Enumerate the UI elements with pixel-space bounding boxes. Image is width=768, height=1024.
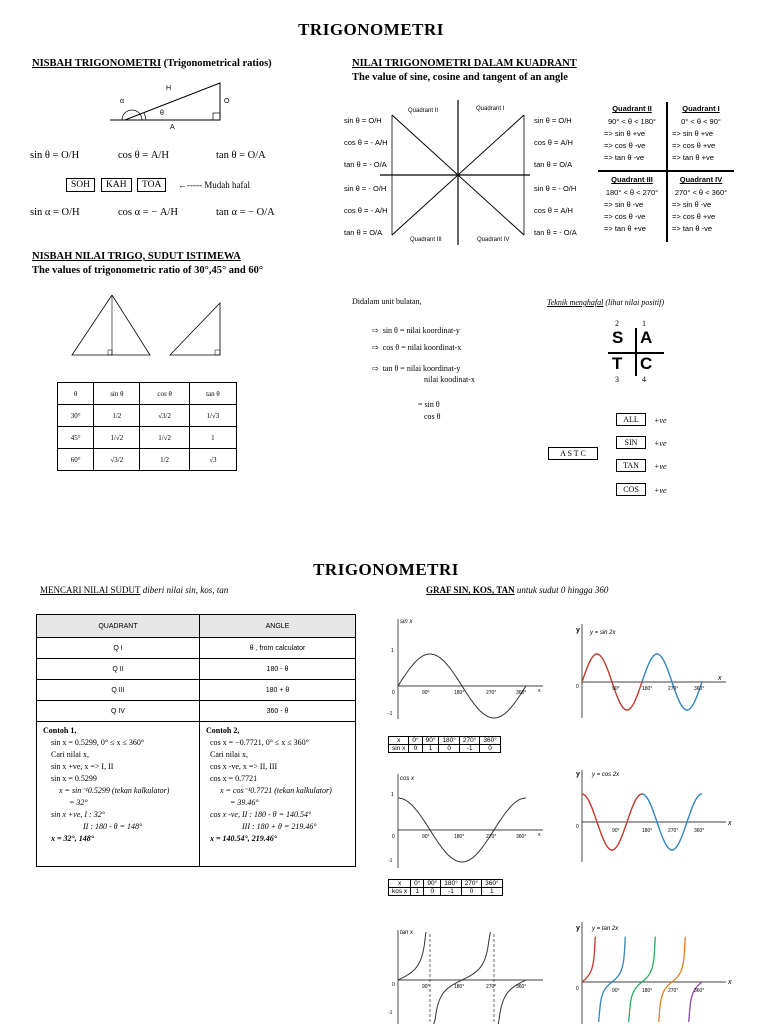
unit-sin-line: ⇨ sin θ = nilai koordinat-y bbox=[372, 326, 460, 335]
formula-sin: sin θ = O/H bbox=[30, 150, 80, 161]
mnemonic-toa: TOA bbox=[137, 178, 166, 192]
tan2x-branch bbox=[599, 937, 626, 1022]
formula-tan: tan θ = O/A bbox=[216, 150, 266, 161]
svg-text:270°: 270° bbox=[486, 690, 497, 696]
quadrant-right-top-formulas: sin θ = O/H cos θ = A/H tan θ = O/A bbox=[534, 116, 573, 169]
tan2x-branch bbox=[582, 937, 595, 982]
quadrant-right-bottom-formulas: sin θ = - O/H cos θ = A/H tan θ = - O/A bbox=[534, 184, 577, 237]
svg-text:360°: 360° bbox=[694, 686, 705, 692]
svg-text:360°: 360° bbox=[516, 834, 527, 840]
quadrant-ii-cell: Quadrant II 90° < θ < 180° => sin θ +ve => cos θ -ve => tan θ -ve bbox=[604, 104, 657, 162]
svg-text:-1: -1 bbox=[388, 858, 393, 864]
astc-all-sign: +ve bbox=[654, 416, 667, 425]
table-row: Q IV 360 - θ bbox=[37, 701, 356, 722]
svg-text:270°: 270° bbox=[486, 834, 497, 840]
unit-tan-denominator: nilai koodinat-x bbox=[424, 375, 475, 384]
tri-label-alpha: α bbox=[120, 98, 125, 105]
quadrant-iv-cell: Quadrant IV 270° < θ < 360° => sin θ -ve => cos θ +ve => tan θ -ve bbox=[672, 175, 728, 233]
svg-text:90°: 90° bbox=[612, 828, 620, 834]
sin2x-label: y = sin 2x bbox=[590, 630, 616, 636]
quadrant-label-iv: Quadrant IV bbox=[477, 237, 510, 243]
table-header: QUADRANT bbox=[37, 615, 200, 638]
svg-text:90°: 90° bbox=[422, 984, 430, 990]
svg-text:270°: 270° bbox=[668, 988, 679, 994]
tan-graph-label: tan x bbox=[400, 930, 414, 936]
quadrant-left-top-formulas: sin θ = O/H cos θ = - A/H tan θ = - O/A bbox=[344, 116, 388, 169]
svg-text:360°: 360° bbox=[694, 828, 705, 834]
table-header: tan θ bbox=[189, 383, 236, 405]
tri-label-a: A bbox=[170, 124, 175, 131]
special-subheading: The values of trigonometric ratio of 30°,45° and 60° bbox=[32, 265, 264, 276]
svg-text:360°: 360° bbox=[516, 690, 527, 696]
quadrant-label-ii: Quadrant II bbox=[408, 108, 439, 114]
svg-text:y: y bbox=[576, 925, 580, 932]
svg-text:x: x bbox=[718, 675, 722, 682]
table-row: Q I θ , from calculator bbox=[37, 638, 356, 659]
svg-text:1: 1 bbox=[391, 792, 394, 798]
unit-ratio-denominator: cos θ bbox=[424, 412, 441, 421]
svg-text:x: x bbox=[728, 820, 732, 827]
tan2x-branch bbox=[629, 937, 656, 1022]
astc-cross: 2 1 S A T C 3 4 bbox=[608, 318, 668, 386]
svg-text:180°: 180° bbox=[642, 686, 653, 692]
astc-cos-box: COS bbox=[616, 483, 646, 496]
svg-text:x: x bbox=[728, 979, 732, 986]
special-triangles-diagram bbox=[70, 295, 230, 365]
tan2x-branch bbox=[659, 937, 686, 1022]
cos-graph bbox=[378, 770, 548, 870]
cos-graph-label: cos x bbox=[400, 776, 415, 782]
formula-cos-alpha: cos α = − A/H bbox=[118, 207, 178, 218]
svg-text:270°: 270° bbox=[668, 828, 679, 834]
special-heading: NISBAH NILAI TRIGO, SUDUT ISTIMEWA bbox=[32, 251, 241, 262]
cos-values-table: x 0° 90° 180° 270° 360° kos x 1 0 -1 0 1 bbox=[388, 879, 503, 896]
quadrant-subheading: The value of sine, cosine and tangent of an angle bbox=[352, 72, 568, 83]
cos2x-label: y = cos 2x bbox=[592, 772, 620, 778]
tri-label-h: H bbox=[166, 85, 172, 92]
sin2x-graph bbox=[568, 620, 738, 720]
right-triangle-diagram bbox=[110, 75, 240, 135]
quadrant-diagram bbox=[380, 100, 530, 245]
quadrant-label-iii: Quadrant III bbox=[410, 237, 442, 243]
svg-text:360°: 360° bbox=[694, 988, 705, 994]
svg-text:90°: 90° bbox=[612, 988, 620, 994]
svg-text:0: 0 bbox=[392, 690, 395, 696]
svg-text:1: 1 bbox=[391, 648, 394, 654]
svg-text:90°: 90° bbox=[422, 690, 430, 696]
table-header: θ bbox=[58, 383, 94, 405]
astc-box: A S T C bbox=[548, 447, 598, 460]
svg-text:-1: -1 bbox=[388, 711, 393, 717]
tan2x-graph bbox=[568, 918, 738, 1024]
astc-sin-sign: +ve bbox=[654, 439, 667, 448]
quadrant-left-bottom-formulas: sin θ = - O/H cos θ = - A/H tan θ = O/A bbox=[344, 184, 388, 237]
svg-text:180°: 180° bbox=[642, 988, 653, 994]
quadrant-i-cell: Quadrant I 0° < θ < 90° => sin θ +ve => cos θ +ve => tan θ +ve bbox=[672, 104, 721, 162]
table-header: cos θ bbox=[140, 383, 189, 405]
tri-label-theta: θ bbox=[160, 110, 164, 117]
tri-label-o: O bbox=[224, 98, 230, 105]
table-row: 30° 1/2 √3/2 1/√3 bbox=[58, 405, 237, 427]
sin-graph bbox=[378, 614, 548, 724]
unit-cos-line: ⇨ cos θ = nilai koordinat-x bbox=[372, 343, 462, 352]
table-row: Contoh 1, sin x = 0.5299, 0° ≤ x ≤ 360° Cari nilai x, sin x +ve, x => I, II sin x = 0.5299 x = sin⁻¹0.5299 (tekan kalkulator) = 32° sin x +ve, I : 32° II : 180 - θ = 148° x = 32°, 148° Contoh 2, cos x = −0.7721, 0° ≤ x ≤ 360° Cari nilai x, cos x -ve, x => II, III cos x = 0.7721 x = cos⁻¹0.7721 (tekan kalkulator) = 39.46° cos x -ve, II : 180 - θ = 140.54° III : 180 + θ = 219.46° x = 140.54°, 219.46° bbox=[37, 722, 356, 867]
sin-graph-label: sin x bbox=[400, 619, 413, 625]
table-row: 60° √3/2 1/2 √3 bbox=[58, 449, 237, 471]
find-heading: MENCARI NILAI SUDUT diberi nilai sin, kos, tan bbox=[40, 585, 229, 595]
astc-heading: Teknik menghafal (lihat nilai positif) bbox=[547, 298, 665, 307]
unit-tan-line: ⇨ tan θ = nilai koordinat-y bbox=[372, 364, 461, 373]
astc-cos-sign: +ve bbox=[654, 486, 667, 495]
quadrant-iii-cell: Quadrant III 180° < θ < 270° => sin θ -ve => cos θ -ve => tan θ +ve bbox=[604, 175, 659, 233]
ratios-heading: NISBAH TRIGONOMETRI (Trigonometrical ratios) bbox=[32, 58, 272, 69]
quadrant-label-i: Quadrant I bbox=[476, 106, 505, 112]
svg-text:x: x bbox=[538, 688, 541, 694]
astc-sin-box: SIN bbox=[616, 436, 646, 449]
cos2x-graph bbox=[568, 766, 738, 866]
svg-text:270°: 270° bbox=[668, 686, 679, 692]
svg-text:0: 0 bbox=[392, 834, 395, 840]
page-title-top: TRIGONOMETRI bbox=[298, 20, 444, 39]
table-header: ANGLE bbox=[200, 615, 356, 638]
quadrant-sign-grid bbox=[598, 102, 734, 242]
table-row: 45° 1/√2 1/√2 1 bbox=[58, 427, 237, 449]
quadrant-heading: NILAI TRIGONOMETRI DALAM KUADRANT bbox=[352, 58, 577, 69]
svg-text:180°: 180° bbox=[454, 690, 465, 696]
unit-intro: Didalam unit bulatan, bbox=[352, 297, 422, 306]
formula-cos: cos θ = A/H bbox=[118, 150, 169, 161]
mnemonic-kah: KAH bbox=[101, 178, 132, 192]
table-header: sin θ bbox=[94, 383, 140, 405]
svg-text:0: 0 bbox=[576, 824, 579, 830]
svg-text:0: 0 bbox=[576, 684, 579, 690]
sin-values-table: x 0° 90° 180° 270° 360° sin x 0 1 0 -1 0 bbox=[388, 736, 501, 753]
svg-text:90°: 90° bbox=[612, 686, 620, 692]
mnemonic-note: ←----- Mudah hafal bbox=[178, 180, 250, 190]
special-angles-table bbox=[57, 382, 237, 471]
table-row: Q II 180 - θ bbox=[37, 659, 356, 680]
astc-tan-sign: +ve bbox=[654, 462, 667, 471]
svg-text:90°: 90° bbox=[422, 834, 430, 840]
svg-text:0: 0 bbox=[392, 982, 395, 988]
svg-text:y: y bbox=[576, 627, 580, 634]
page-title-bottom: TRIGONOMETRI bbox=[313, 560, 459, 579]
svg-text:180°: 180° bbox=[454, 984, 465, 990]
svg-text:360°: 360° bbox=[516, 984, 527, 990]
table-row: Q III 180 + θ bbox=[37, 680, 356, 701]
find-angle-table bbox=[36, 614, 356, 867]
graphs-heading: GRAF SIN, KOS, TAN untuk sudut 0 hingga 360 bbox=[426, 585, 609, 595]
tan2x-label: y = tan 2x bbox=[592, 926, 619, 932]
formula-sin-alpha: sin α = O/H bbox=[30, 207, 80, 218]
tan-graph bbox=[378, 926, 548, 1024]
svg-text:180°: 180° bbox=[454, 834, 465, 840]
svg-text:y: y bbox=[576, 771, 580, 778]
astc-tan-box: TAN bbox=[616, 459, 646, 472]
svg-text:0: 0 bbox=[576, 986, 579, 992]
formula-tan-alpha: tan α = − O/A bbox=[216, 207, 275, 218]
svg-text:-1: -1 bbox=[388, 1010, 393, 1016]
unit-ratio-line: = sin θ bbox=[418, 400, 440, 409]
svg-text:x: x bbox=[538, 832, 541, 838]
svg-text:270°: 270° bbox=[486, 984, 497, 990]
mnemonic-soh: SOH bbox=[66, 178, 95, 192]
svg-text:180°: 180° bbox=[642, 828, 653, 834]
astc-all-box: ALL bbox=[616, 413, 646, 426]
